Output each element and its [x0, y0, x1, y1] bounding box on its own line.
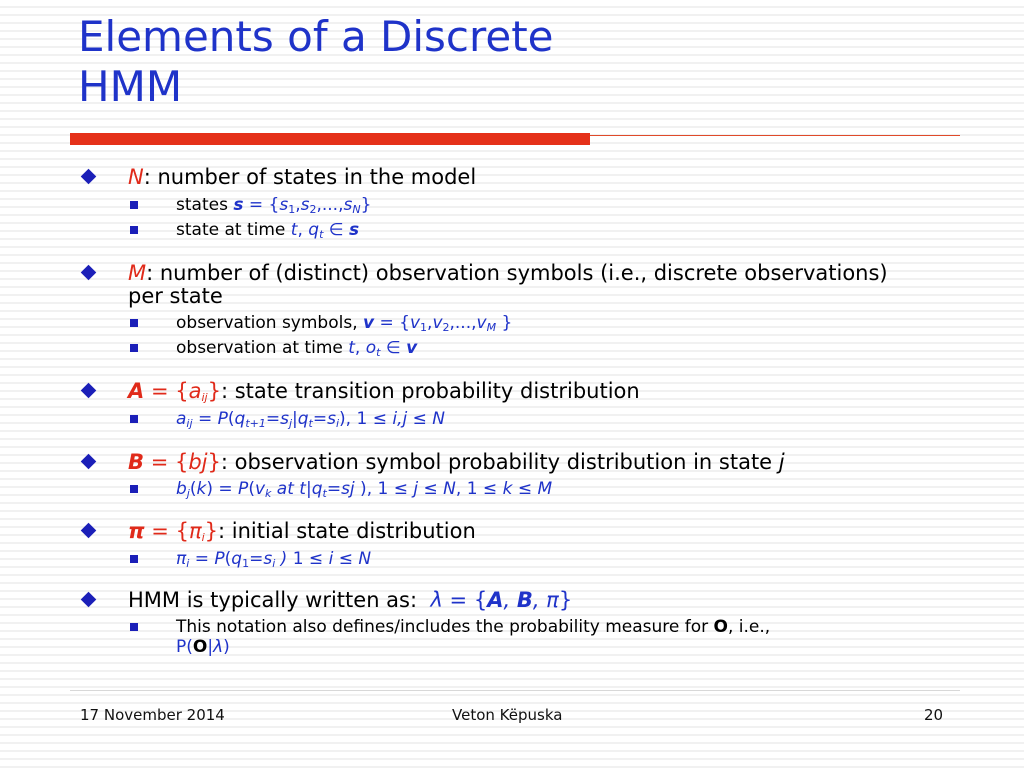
- bullet-hmm-text: HMM is typically written as:: [128, 588, 418, 612]
- square-bullet-icon: [130, 623, 138, 631]
- square-bullet-icon: [130, 485, 138, 493]
- square-bullet-icon: [130, 319, 138, 327]
- bullet-pi: $\pi = \{\pi_i\}$: initial state distribution: [128, 520, 928, 549]
- sub-label: observation at time: [176, 338, 349, 358]
- footer-author: Veton Këpuska: [452, 706, 563, 724]
- title-line-1: Elements of a Discrete: [78, 12, 554, 61]
- m-symbol: M: [128, 261, 147, 285]
- bullet-n-text: : number of states in the model: [143, 165, 477, 189]
- diamond-bullet-icon: [81, 265, 97, 281]
- bullet-a-text: : state transition probability distribution: [220, 379, 640, 403]
- bullet-b-text: : observation symbol probability distribution in state: [220, 450, 779, 474]
- footer-rule: [70, 690, 960, 691]
- sub-bullet-states: states $s = \{s_1,s_2,...,s_N\}$: [176, 195, 946, 220]
- square-bullet-icon: [130, 555, 138, 563]
- bullet-b: B = {bj}: observation symbol probability distribution in state j: [128, 451, 928, 474]
- sub-bullet-notation: This notation also defines/includes the probability measure for O, i.e., P(O|λ): [176, 617, 946, 657]
- sub-bullet-pii: $\pi_i = P(q_1=s_i$ ) 1 ≤ i ≤ N: [176, 549, 946, 574]
- footer-date: 17 November 2014: [80, 706, 225, 724]
- diamond-bullet-icon: [81, 592, 97, 608]
- square-bullet-icon: [130, 415, 138, 423]
- square-bullet-icon: [130, 344, 138, 352]
- sub-label: observation symbols,: [176, 313, 363, 333]
- sub-bullet-obs-time: observation at time t, $o_t$ ∈ v: [176, 338, 946, 363]
- sub-label: state at time: [176, 220, 291, 240]
- diamond-bullet-icon: [81, 454, 97, 470]
- sub-bullet-obs-symbols: observation symbols, $v = \{v_1,v_2,...,v_M$ }: [176, 313, 946, 338]
- bullet-pi-text: : initial state distribution: [218, 519, 476, 543]
- bullet-m-text: : number of (distinct) observation symbols (i.e., discrete observations) per state: [128, 261, 888, 308]
- bullet-a: $A = \{a_{ij}\}$: state transition probability distribution: [128, 380, 928, 409]
- square-bullet-icon: [130, 226, 138, 234]
- square-bullet-icon: [130, 201, 138, 209]
- notation-text: This notation also defines/includes the probability measure for: [176, 617, 714, 637]
- diamond-bullet-icon: [81, 523, 97, 539]
- bullet-n: [128, 166, 928, 189]
- diamond-bullet-icon: [81, 169, 97, 185]
- sub-label: states: [176, 195, 234, 215]
- sub-bullet-bjk: $b_j(k) = P(v_k$ at $t|q_t=sj$ ), 1 ≤ j ≤ N, 1 ≤ k ≤ M: [176, 479, 946, 504]
- title-accent-bar: [70, 133, 590, 145]
- s-set: s: [233, 195, 244, 215]
- slide-title: [78, 12, 958, 112]
- sub-bullet-state-time: state at time t, $q_t$ ∈ s: [176, 220, 946, 245]
- bullet-m: [128, 262, 928, 308]
- footer-page-number: 20: [924, 706, 944, 724]
- title-line-2: HMM: [78, 62, 183, 111]
- n-symbol: N: [128, 165, 144, 189]
- sub-bullet-aij: $a_{ij} = P(q_{t+1}=s_j|q_t=s_i)$, 1 ≤ i,j ≤ N: [176, 409, 946, 434]
- diamond-bullet-icon: [81, 383, 97, 399]
- bullet-hmm: HMM is typically written as: λ = {A, B, π}: [128, 589, 928, 612]
